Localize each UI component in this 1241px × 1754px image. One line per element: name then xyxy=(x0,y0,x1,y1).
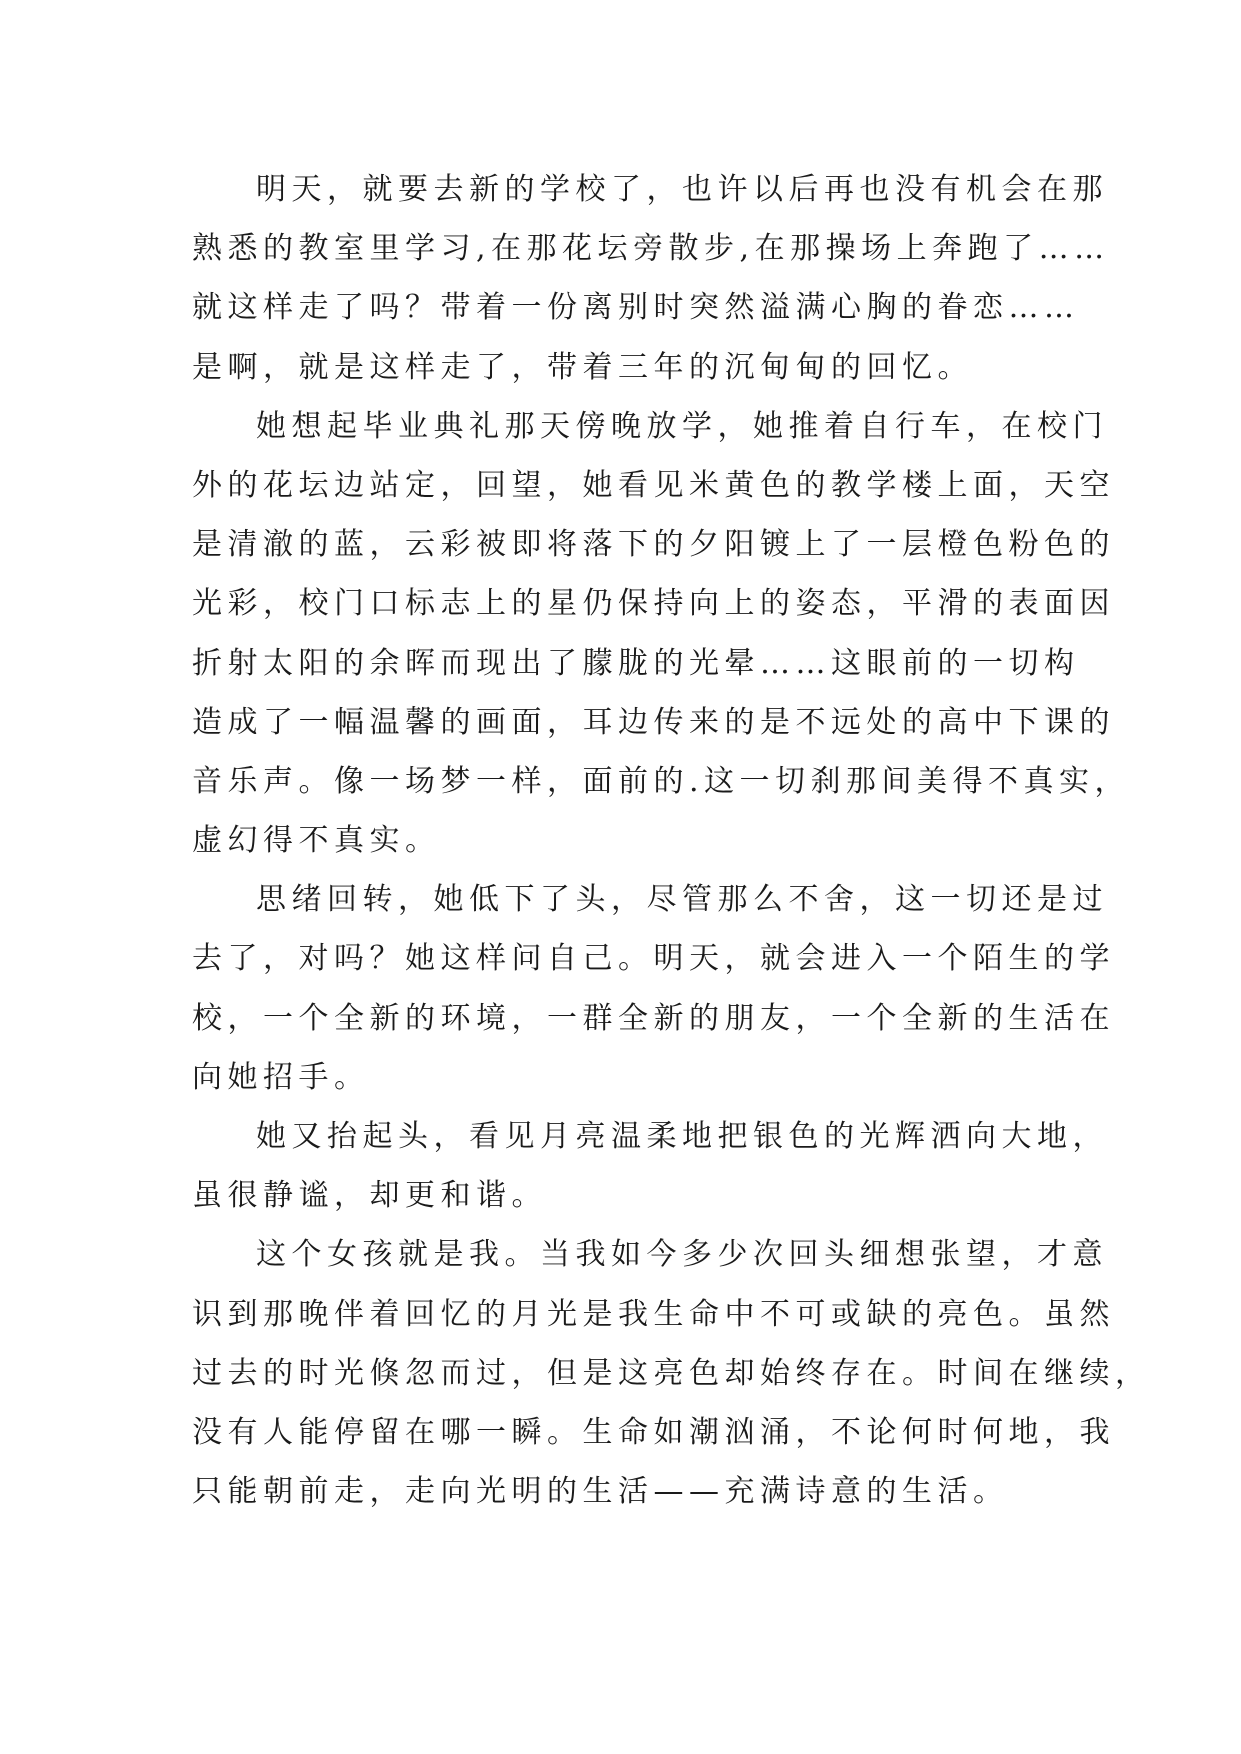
essay-body xyxy=(192,160,1151,1521)
text-line: 这个女孩就是我。当我如今多少次回头细想张望，才意 xyxy=(256,1237,1108,1273)
text-line: 熟悉的教室里学习,在那花坛旁散步,在那操场上奔跑了…… xyxy=(192,231,1110,267)
text-line: 光彩，校门口标志上的星仍保持向上的姿态，平滑的表面因 xyxy=(192,586,1115,622)
text-line: 音乐声。像一场梦一样，面前的.这一切刹那间美得不真实， xyxy=(192,763,1131,799)
text-line: 是啊，就是这样走了，带着三年的沉甸甸的回忆。 xyxy=(192,349,973,385)
text-line: 虽很静谧，却更和谐。 xyxy=(192,1178,547,1214)
text-line: 就这样走了吗？带着一份离别时突然溢满心胸的眷恋…… xyxy=(192,290,1080,326)
text-line: 校，一个全新的环境，一群全新的朋友，一个全新的生活在 xyxy=(192,1000,1115,1036)
paragraph-2 xyxy=(192,397,1131,871)
text-line: 她想起毕业典礼那天傍晚放学，她推着自行车，在校门 xyxy=(256,408,1108,444)
text-line: 造成了一幅温馨的画面，耳边传来的是不远处的高中下课的 xyxy=(192,704,1115,740)
text-line: 折射太阳的余晖而现出了朦胧的光晕……这眼前的一切构 xyxy=(192,645,1080,681)
text-line: 没有人能停留在哪一瞬。生命如潮汹涌，不论何时何地，我 xyxy=(192,1414,1115,1450)
text-line: 向她招手。 xyxy=(192,1059,370,1095)
text-line: 思绪回转，她低下了头，尽管那么不舍，这一切还是过 xyxy=(256,882,1108,918)
text-line: 去了，对吗？她这样问自己。明天，就会进入一个陌生的学 xyxy=(192,941,1115,977)
paragraph-5 xyxy=(192,1225,1151,1521)
text-line: 外的花坛边站定，回望，她看见米黄色的教学楼上面，天空 xyxy=(192,467,1115,503)
text-line: 只能朝前走，走向光明的生活——充满诗意的生活。 xyxy=(192,1474,1009,1510)
text-line: 虚幻得不真实。 xyxy=(192,823,441,859)
text-line: 明天，就要去新的学校了，也许以后再也没有机会在那 xyxy=(256,172,1108,207)
paragraph-1 xyxy=(192,160,1110,397)
text-line: 过去的时光倏忽而过，但是这亮色却始终存在。时间在继续， xyxy=(192,1355,1151,1391)
paragraph-3 xyxy=(192,870,1115,1107)
text-line: 她又抬起头，看见月亮温柔地把银色的光辉洒向大地， xyxy=(256,1119,1108,1154)
text-line: 识到那晚伴着回忆的月光是我生命中不可或缺的亮色。虽然 xyxy=(192,1296,1115,1332)
text-line: 是清澈的蓝，云彩被即将落下的夕阳镀上了一层橙色粉色的 xyxy=(192,527,1115,563)
paragraph-4 xyxy=(192,1107,1108,1225)
